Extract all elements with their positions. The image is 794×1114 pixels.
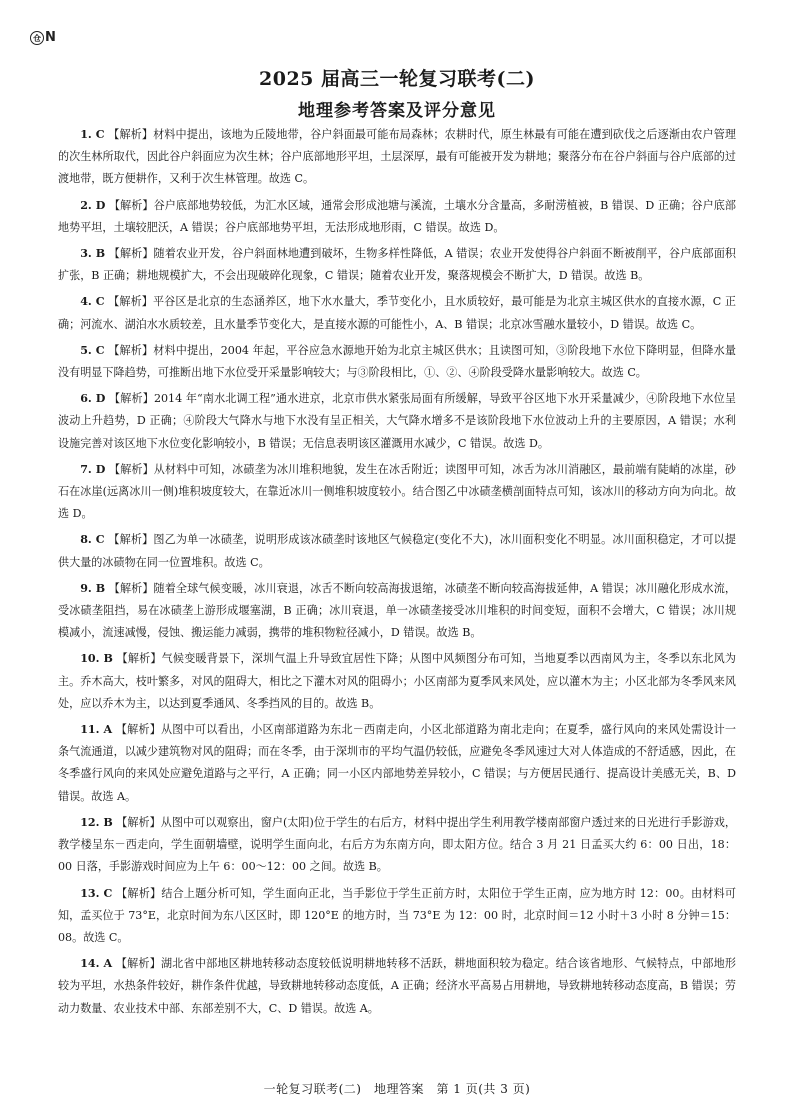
answer-number: 8. C	[80, 533, 105, 547]
answer-explanation: 【解析】从图中可以观察出，窗户(太阳)位于学生的右后方，材料中提出学生利用教学楼南部窗户透过来的日光进行手影游戏，教学楼呈东－西走向，学生面朝墙壁，说明学生面向北，右后方为东南方向，即太阳方位。结合 3 月 21 日孟买大约 6：00 日出，18：00 日落，手影游戏时间应为上午 6：00～12：00 之间。故选 B。	[58, 815, 736, 874]
answer-item	[58, 243, 736, 287]
answer-number: 5. C	[80, 343, 105, 357]
answer-explanation: 【解析】材料中提出，该地为丘陵地带，谷户斜面最可能布局森林；农耕时代，原生林最有可能在遭到砍伐之后逐渐由农户管理的次生林所取代，因此谷户斜面应为次生林；谷户底部地形平坦，土层深厚，最有可能被开发为耕地；聚落分布在谷户斜面与谷户底部的过渡地带，既方便耕作，又利于次生林管理。故选 C。	[58, 128, 737, 186]
answer-explanation: 【解析】2014 年“南水北调工程”通水进京，北京市供水紧张局面有所缓解，导致平谷区地下水开采量减少，④阶段地下水位呈波动上升趋势，D 正确；④阶段大气降水与地下水没有呈正相关，大气降水增多不是该阶段地下水位波动上升的主要原因，A 错误；水利设施完善对该区地下水位变化影响较小，B 错误；无信息表明该区灌溉用水减少，C 错误。故选 D。	[58, 392, 736, 450]
answer-explanation: 【解析】材料中提出，2004 年起，平谷应急水源地开始为北京主城区供水；且读图可知，③阶段地下水位下降明显，但降水量没有明显下降趋势，可推断出地下水位受开采量影响较大；与③阶段相比，①、②、④阶段受降水量影响较大。故选 C。	[58, 343, 737, 380]
answer-item	[58, 953, 736, 1020]
answer-item	[58, 529, 736, 573]
exam-title: 2025 届高三一轮复习联考(二)	[259, 68, 535, 90]
logo-circle-mark: 仓	[30, 31, 44, 45]
answer-explanation: 【解析】谷户底部地势较低，为汇水区域，通常会形成池塘与溪流，土壤水分含量高，多耐涝植被，B 错误、D 正确；谷户底部地势平坦，土壤较肥沃，A 错误；谷户底部地势平坦，无法形成地形雨，C 错误。故选 D。	[58, 198, 736, 234]
answer-item	[58, 883, 736, 950]
answer-item	[58, 459, 736, 526]
answer-explanation: 【解析】从图中可以看出，小区南部道路为东北－西南走向，小区北部道路为南北走向；在夏季，盛行风向的来风处需设计一条气流通道，以减少建筑物对风的阻碍；而在冬季，由于深圳市的平均气温仍较低，应避免冬季风速过大对人体造成的不舒适感，因此，在冬季盛行风向的来风处应避免道路与之平行，A 正确；同一小区内部地势差异较小，C 错误；与方便居民通行、提高设计美感无关，B、D 错误。故选 A。	[58, 723, 736, 803]
answer-number: 11. A	[80, 723, 113, 737]
logo-letter: N	[45, 30, 56, 45]
answer-number: 3. B	[80, 247, 106, 261]
answer-number: 9. B	[80, 581, 106, 595]
answer-item	[58, 648, 736, 715]
publisher-logo	[30, 30, 56, 45]
answer-number: 10. B	[80, 652, 113, 666]
answer-item	[58, 124, 736, 191]
answer-item	[58, 340, 736, 384]
answer-explanation: 【解析】随着全球气候变暖，冰川衰退，冰舌不断向较高海拔退缩，冰碛垄不断向较高海拔延伸，A 错误；冰川融化形成水流，受冰碛垄阻挡，易在冰碛垄上游形成堰塞湖，B 正确；冰川衰退，单一冰碛垄接受冰川堆积的时间变短，面积不会增大，C 错误；冰川规模减小，流速减慢，侵蚀、搬运能力减弱，携带的堆积物粒径减小，D 错误。故选 B。	[58, 581, 736, 640]
answer-item	[58, 195, 736, 239]
answer-number: 12. B	[80, 815, 113, 829]
answer-number: 6. D	[80, 392, 106, 406]
answer-explanation: 【解析】湖北省中部地区耕地转移动态度较低说明耕地转移不活跃，耕地面积较为稳定。结合该省地形、气候特点，中部地形较为平坦，水热条件较好，耕作条件优越，导致耕地转移动态度低，A 正确；经济水平高易占用耕地，导致耕地转移动态度高，B 错误；劳动力数量、农业技术中部、东部差别不大，C、D 错误。故选 A。	[58, 957, 736, 1015]
answer-explanation: 【解析】结合上题分析可知，学生面向正北，当手影位于学生正前方时，太阳位于学生正南，应为地方时 12：00。由材料可知，孟买位于 73°E，北京时间为东八区区时，即 120°E 的地方时，当 73°E 为 12：00 时，北京时间＝12 小时＋3 小时 8 分钟＝15：08。故选 C。	[58, 886, 736, 944]
answer-explanation: 【解析】从材料中可知，冰碛垄为冰川堆积地貌，发生在冰舌附近；读图甲可知，冰舌为冰川消融区，最前端有陡峭的冰崖，砂石在冰崖(远离冰川一侧)堆积坡度较大，在靠近冰川一侧堆积坡度较小。结合图乙中冰碛垄横剖面特点可知，该冰川的移动方向为向北。故选 D。	[58, 462, 736, 521]
answer-item	[58, 812, 736, 879]
answer-number: 13. C	[80, 886, 113, 900]
answer-item	[58, 578, 736, 645]
answer-number: 14. A	[80, 957, 113, 971]
answer-number: 7. D	[80, 462, 106, 476]
answer-item	[58, 291, 736, 335]
answer-list	[58, 124, 736, 1024]
document-subtitle: 地理参考答案及评分意见	[298, 101, 496, 121]
page-footer: 一轮复习联考(二) 地理答案 第 1 页(共 3 页)	[263, 1082, 531, 1096]
answer-item	[58, 719, 736, 808]
answer-explanation: 【解析】气候变暖背景下，深圳气温上升导致宜居性下降；从图中风频图分布可知，当地夏季以西南风为主，冬季以东北风为主。乔木高大，枝叶繁多，对风的阻碍大，相比之下灌木对风的阻碍小；小区南部为夏季风来风处，应以灌木为主；小区北部为冬季风来风处，应以乔木为主，以达到夏季通风、冬季挡风的目的。故选 B。	[58, 652, 736, 710]
answer-item	[58, 388, 736, 455]
answer-explanation: 【解析】图乙为单一冰碛垄，说明形成该冰碛垄时该地区气候稳定(变化不大)，冰川面积变化不明显。冰川面积稳定，才可以提供大量的冰碛物在同一位置堆积。故选 C。	[58, 533, 736, 569]
answer-number: 1. C	[80, 128, 105, 141]
answer-number: 4. C	[80, 295, 105, 309]
answer-number: 2. D	[80, 198, 106, 212]
answer-explanation: 【解析】平谷区是北京的生态涵养区，地下水水量大，季节变化小，且水质较好，最可能是为北京主城区供水的直接水源，C 正确；河流水、湖泊水水质较差，且水量季节变化大，是直接水源的可能性小，A、B 错误；北京冰雪融水量较小，D 错误。故选 C。	[58, 295, 736, 331]
answer-explanation: 【解析】随着农业开发，谷户斜面林地遭到破坏，生物多样性降低，A 错误；农业开发使得谷户斜面不断被削平，谷户底部面积扩张，B 正确；耕地规模扩大，不会出现破碎化现象，C 错误；随着农业开发，聚落规模会不断扩大，D 错误。故选 B。	[58, 247, 736, 283]
